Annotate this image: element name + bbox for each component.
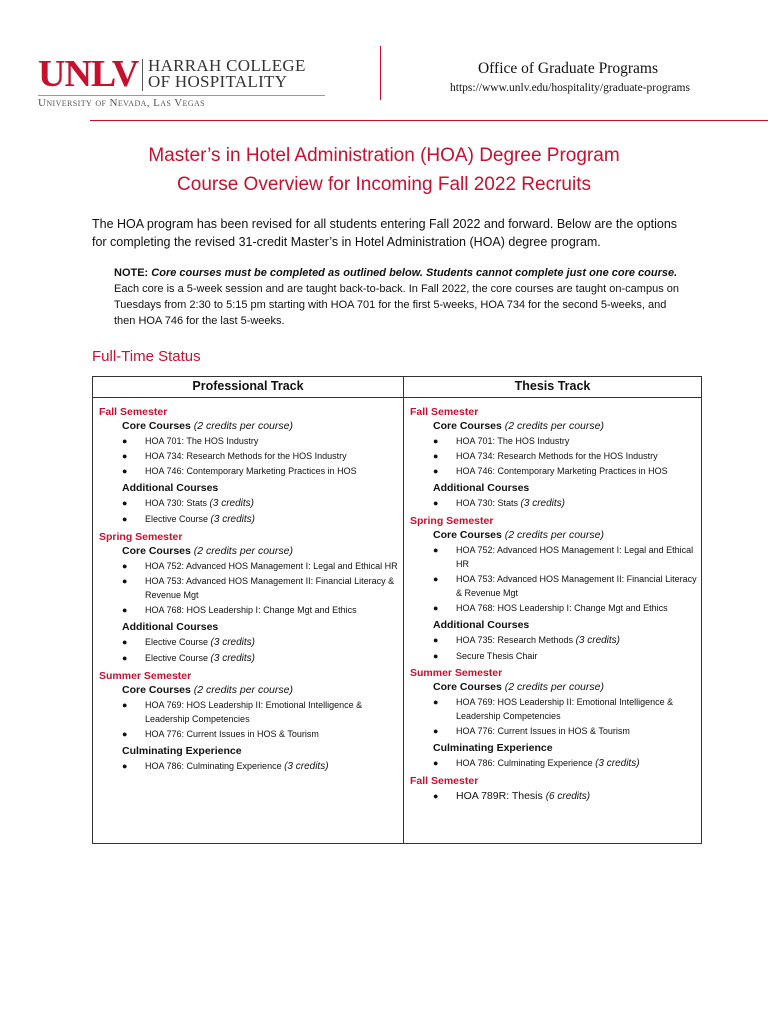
- thesis-track-column: [410, 405, 700, 808]
- intro-paragraph: The HOA program has been revised for all students entering Fall 2022 and forward. Below are the options for completing the revised 31-credit Master’s in Hotel Administration (HOA) degree program.: [92, 217, 678, 249]
- course-list: [410, 633, 700, 663]
- bullet-icon: ●: [122, 761, 128, 771]
- list-item: ● Elective Course (3 credits): [122, 637, 255, 648]
- course-list: [410, 496, 700, 511]
- bullet-icon: ●: [433, 697, 439, 707]
- group-heading: Core Courses (2 credits per course): [122, 684, 293, 696]
- semester-title: Fall Semester: [410, 775, 479, 787]
- course-list: [99, 698, 399, 741]
- semester-title: Summer Semester: [410, 667, 503, 679]
- list-item: ● HOA 769: HOS Leadership II: Emotional Intelligence & Leadership Competencies: [122, 700, 363, 724]
- list-item: ● HOA 753: Advanced HOS Management II: Financial Literacy & Revenue Mgt: [122, 576, 395, 600]
- professional-track-column: [99, 405, 399, 778]
- section-title: Full-Time Status: [92, 348, 201, 365]
- list-item: ● HOA 753: Advanced HOS Management II: Financial Literacy & Revenue Mgt: [433, 574, 697, 598]
- course-list: [410, 543, 700, 615]
- bullet-icon: ●: [122, 561, 128, 571]
- bullet-icon: ●: [122, 576, 128, 586]
- bullet-icon: ●: [433, 498, 439, 508]
- list-item: ● HOA 769: HOS Leadership II: Emotional Intelligence & Leadership Competencies: [433, 697, 674, 721]
- bullet-icon: ●: [433, 635, 439, 645]
- bullet-icon: ●: [433, 726, 439, 736]
- course-table: [92, 376, 702, 844]
- list-item: ● HOA 735: Research Methods (3 credits): [433, 635, 621, 646]
- group-heading: Culminating Experience: [433, 742, 553, 754]
- bullet-icon: ●: [122, 498, 128, 508]
- list-item: ● HOA 789R: Thesis (6 credits): [433, 790, 591, 802]
- group-heading: Core Courses (2 credits per course): [122, 545, 293, 557]
- bullet-icon: ●: [433, 574, 439, 584]
- group-heading: Additional Courses: [122, 482, 219, 494]
- course-list: [99, 434, 399, 478]
- list-item: ● HOA 752: Advanced HOS Management I: Legal and Ethical HR: [433, 545, 694, 569]
- group-heading: Core Courses (2 credits per course): [433, 529, 604, 541]
- bullet-icon: ●: [433, 466, 439, 476]
- list-item: ● HOA 786: Culminating Experience (3 credits): [122, 761, 329, 772]
- bullet-icon: ●: [433, 545, 439, 555]
- note-emphasis: Core courses must be completed as outlined below. Students cannot complete just one core course.: [151, 267, 678, 279]
- list-item: ● HOA 746: Contemporary Marketing Practices in HOS: [433, 466, 668, 476]
- group-heading: Core Courses (2 credits per course): [433, 681, 604, 693]
- bullet-icon: ●: [122, 605, 128, 615]
- group-heading: Additional Courses: [433, 482, 530, 494]
- bullet-icon: ●: [122, 653, 128, 663]
- document-subtitle: Course Overview for Incoming Fall 2022 Recruits: [177, 174, 591, 195]
- document-title: Master’s in Hotel Administration (HOA) Degree Program: [148, 145, 620, 166]
- course-list: [99, 759, 399, 774]
- logo-mark: UNLV: [38, 53, 139, 95]
- bullet-icon: ●: [433, 436, 439, 446]
- list-item: ● HOA 776: Current Issues in HOS & Tourism: [433, 726, 630, 736]
- course-list: [410, 434, 700, 478]
- bullet-icon: ●: [122, 514, 128, 524]
- thesis-track-header: Thesis Track: [514, 379, 591, 393]
- course-list: [410, 695, 700, 738]
- note-body: Each core is a 5-week session and are taught back-to-back. In Fall 2022, the core courses are taught on-campus on Tuesdays from 2:30 to 5:15 pm starting with HOA 701 for the first 5-weeks, HOA 734 for the second 5-weeks, and then HOA 746 for the last 5-weeks.: [114, 283, 679, 327]
- bullet-icon: ●: [122, 729, 128, 739]
- list-item: ● HOA 734: Research Methods for the HOS Industry: [433, 451, 658, 461]
- college-line-1: HARRAH COLLEGE: [148, 56, 306, 75]
- list-item: ● HOA 730: Stats (3 credits): [433, 498, 565, 509]
- list-item: ● HOA 768: HOS Leadership I: Change Mgt and Ethics: [122, 605, 357, 615]
- note-label: NOTE:: [114, 267, 149, 279]
- course-list: [99, 559, 399, 617]
- semester-title: Spring Semester: [410, 515, 494, 527]
- bullet-icon: ●: [433, 651, 439, 661]
- course-list: [99, 635, 399, 666]
- list-item: ● HOA 786: Culminating Experience (3 credits): [433, 758, 640, 769]
- list-item: ● HOA 701: The HOS Industry: [122, 436, 259, 446]
- list-item: ● Elective Course (3 credits): [122, 653, 255, 664]
- list-item: ● Elective Course (3 credits): [122, 514, 255, 525]
- office-name: Office of Graduate Programs: [477, 60, 659, 77]
- course-list: [410, 789, 700, 804]
- course-list: [99, 496, 399, 527]
- group-heading: Additional Courses: [122, 621, 219, 633]
- bullet-icon: ●: [433, 791, 439, 801]
- list-item: ● HOA 776: Current Issues in HOS & Tourism: [122, 729, 319, 739]
- bullet-icon: ●: [122, 700, 128, 710]
- list-item: ● HOA 701: The HOS Industry: [433, 436, 570, 446]
- college-line-2: OF HOSPITALITY: [148, 72, 288, 91]
- semester-title: Summer Semester: [99, 670, 192, 682]
- bullet-icon: ●: [122, 466, 128, 476]
- bullet-icon: ●: [433, 603, 439, 613]
- list-item: ● HOA 752: Advanced HOS Management I: Legal and Ethical HR: [122, 561, 398, 571]
- logo-divider: [142, 59, 143, 91]
- course-list: [410, 756, 700, 771]
- header-rule: [90, 120, 768, 121]
- semester-title: Fall Semester: [99, 406, 168, 418]
- header-row-divider: [93, 397, 701, 398]
- bullet-icon: ●: [122, 451, 128, 461]
- list-item: ● HOA 734: Research Methods for the HOS Industry: [122, 451, 347, 461]
- semester-title: Spring Semester: [99, 531, 183, 543]
- list-item: ● HOA 730: Stats (3 credits): [122, 498, 254, 509]
- unlv-logo: [38, 55, 338, 113]
- group-heading: Core Courses (2 credits per course): [433, 420, 604, 432]
- bullet-icon: ●: [433, 758, 439, 768]
- group-heading: Culminating Experience: [122, 745, 242, 757]
- office-url[interactable]: https://www.unlv.edu/hospitality/graduate-programs: [450, 82, 690, 94]
- note-paragraph: [114, 265, 684, 329]
- column-divider: [403, 377, 404, 843]
- bullet-icon: ●: [122, 436, 128, 446]
- semester-title: Fall Semester: [410, 406, 479, 418]
- bullet-icon: ●: [433, 451, 439, 461]
- group-heading: Core Courses (2 credits per course): [122, 420, 293, 432]
- logo-college-name: [148, 58, 306, 90]
- list-item: ● HOA 746: Contemporary Marketing Practices in HOS: [122, 466, 357, 476]
- list-item: ● Secure Thesis Chair: [433, 651, 538, 661]
- bullet-icon: ●: [122, 637, 128, 647]
- logo-rule: [38, 95, 325, 96]
- professional-track-header: Professional Track: [192, 379, 304, 393]
- group-heading: Additional Courses: [433, 619, 530, 631]
- list-item: ● HOA 768: HOS Leadership I: Change Mgt and Ethics: [433, 603, 668, 613]
- university-name: University of Nevada, Las Vegas: [38, 97, 206, 109]
